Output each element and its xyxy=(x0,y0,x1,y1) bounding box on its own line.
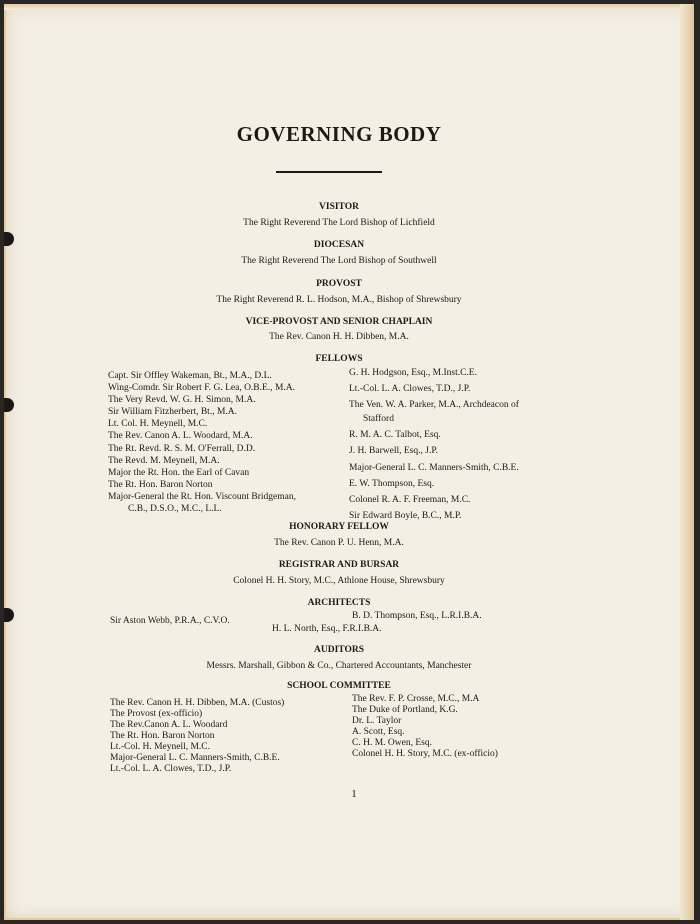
list-item: Sir Edward Boyle, B.C., M.P. xyxy=(349,510,462,521)
list-item: The Rev. Canon H. H. Dibben, M.A. (Custos) xyxy=(110,698,285,708)
page-number: 1 xyxy=(351,788,357,800)
list-item: The Duke of Portland, K.G. xyxy=(352,705,458,715)
visitor-heading: VISITOR xyxy=(319,202,359,212)
committee-right-column xyxy=(352,694,498,760)
registrar-heading: REGISTRAR AND BURSAR xyxy=(278,560,400,570)
visitor-text: The Right Reverend The Lord Bishop of Lichfield xyxy=(243,218,435,228)
list-item: Stafford xyxy=(363,414,394,425)
list-item: The Rt. Hon. Baron Norton xyxy=(110,731,215,741)
provost-text: The Right Reverend R. L. Hodson, M.A., Bishop of Shrewsbury xyxy=(216,295,462,305)
list-item: C.B., D.S.O., M.C., L.L. xyxy=(128,504,222,515)
auditors-text: Messrs. Marshall, Gibbon & Co., Chartered Accountants, Manchester xyxy=(206,661,472,671)
school-committee-heading: SCHOOL COMMITTEE xyxy=(287,681,391,691)
architects-heading: ARCHITECTS xyxy=(307,598,371,608)
page-title: GOVERNING BODY xyxy=(236,122,442,146)
list-item: A. Scott, Esq. xyxy=(352,727,405,737)
list-item: The Rev. F. P. Crosse, M.C., M.A xyxy=(352,694,480,704)
list-item: The Rev.Canon A. L. Woodard xyxy=(110,720,228,730)
list-item: Major-General the Rt. Hon. Viscount Bridgeman, xyxy=(108,491,296,502)
auditors-heading: AUDITORS xyxy=(314,645,364,655)
list-item: Sir William Fitzherbert, Bt., M.A. xyxy=(108,407,238,418)
committee-left-column xyxy=(110,698,284,775)
binding-hole xyxy=(4,608,14,622)
list-item: The Rev. Canon A. L. Woodard, M.A. xyxy=(108,431,253,442)
list-item: J. H. Barwell, Esq., J.P. xyxy=(349,446,438,457)
list-item: Dr. L. Taylor xyxy=(352,716,402,726)
registrar-text: Colonel H. H. Story, M.C., Athlone House, Shrewsbury xyxy=(233,576,445,586)
list-item: C. H. M. Owen, Esq. xyxy=(352,738,432,748)
page-top-edge xyxy=(4,4,694,10)
list-item: The Very Revd. W. G. H. Simon, M.A. xyxy=(108,395,256,406)
list-item: R. M. A. C. Talbot, Esq. xyxy=(349,430,441,441)
list-item: Colonel H. H. Story, M.C. (ex-officio) xyxy=(352,749,498,759)
diocesan-text: The Right Reverend The Lord Bishop of Southwell xyxy=(241,256,437,266)
list-item: Lt.-Col. L. A. Clowes, T.D., J.P. xyxy=(110,764,232,774)
list-item: Lt.-Col. L. A. Clowes, T.D., J.P. xyxy=(349,384,471,395)
list-item: The Provost (ex-officio) xyxy=(110,709,203,719)
list-item: Lt.-Col. H. Meynell, M.C. xyxy=(110,742,211,752)
architect-item: Sir Aston Webb, P.R.A., C.V.O. xyxy=(110,616,230,626)
honorary-fellow-heading: HONORARY FELLOW xyxy=(289,522,389,532)
vice-provost-heading: VICE-PROVOST AND SENIOR CHAPLAIN xyxy=(245,317,433,327)
architect-item: H. L. North, Esq., F.R.I.B.A. xyxy=(272,624,382,634)
list-item: Major-General L. C. Manners-Smith, C.B.E. xyxy=(110,753,280,763)
list-item: Major the Rt. Hon. the Earl of Cavan xyxy=(108,467,250,478)
fellows-heading: FELLOWS xyxy=(315,354,363,364)
list-item: The Revd. M. Meynell, M.A. xyxy=(108,455,220,466)
vice-provost-text: The Rev. Canon H. H. Dibben, M.A. xyxy=(269,332,409,342)
title-rule xyxy=(276,171,382,173)
binding-hole xyxy=(4,398,14,412)
list-item: Lt. Col. H. Meynell, M.C. xyxy=(108,419,208,430)
list-item: Major-General L. C. Manners-Smith, C.B.E. xyxy=(349,462,519,473)
provost-heading: PROVOST xyxy=(316,279,362,289)
list-item: E. W. Thompson, Esq. xyxy=(349,478,435,489)
fellows-left-column xyxy=(108,370,296,515)
fellows-right-column xyxy=(349,367,519,524)
diocesan-heading: DIOCESAN xyxy=(313,240,365,250)
honorary-fellow-text: The Rev. Canon P. U. Henn, M.A. xyxy=(274,538,404,548)
list-item: G. H. Hodgson, Esq., M.Inst.C.E. xyxy=(349,368,477,378)
list-item: Wing-Comdr. Sir Robert F. G. Lea, O.B.E., M.A. xyxy=(108,383,295,394)
architect-item: B. D. Thompson, Esq., L.R.I.B.A. xyxy=(352,611,482,621)
list-item: Colonel R. A. F. Freeman, M.C. xyxy=(349,494,471,505)
list-item: Capt. Sir Offley Wakeman, Bt., M.A., D.L. xyxy=(108,371,272,381)
list-item: The Ven. W. A. Parker, M.A., Archdeacon of xyxy=(349,400,519,411)
list-item: The Rt. Revd. R. S. M. O'Ferrall, D.D. xyxy=(108,443,256,454)
page-right-edge xyxy=(680,4,694,920)
list-item: The Rt. Hon. Baron Norton xyxy=(108,479,213,490)
document-page xyxy=(4,4,694,920)
